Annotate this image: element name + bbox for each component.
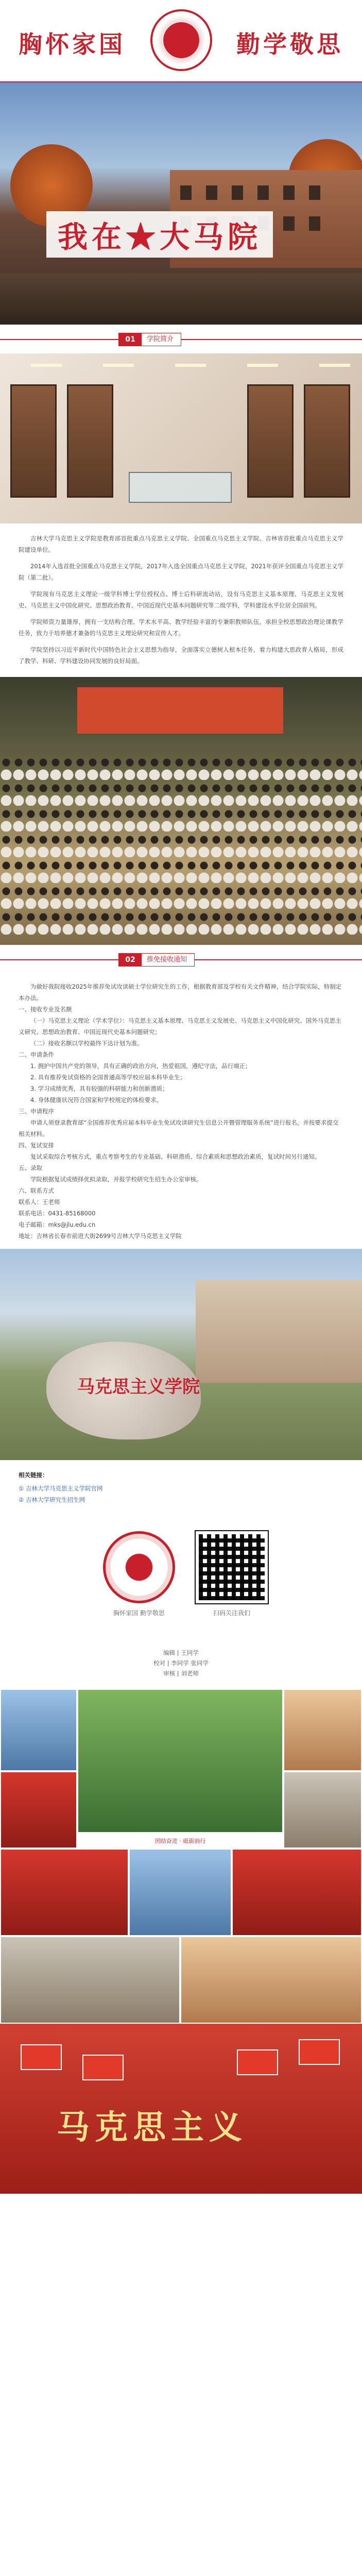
logo-caption: 胸怀家国 勤学敬思 <box>113 1609 165 1617</box>
hero-photo <box>0 82 362 325</box>
intro-text <box>0 523 362 677</box>
notice-text <box>0 974 362 1249</box>
bottom-banner-text: 马克思主义 <box>57 2108 247 2147</box>
related-links <box>0 1460 362 1511</box>
qr-caption: 扫码关注我们 <box>213 1609 250 1617</box>
notice-line: 联系人：王老师 <box>19 1198 60 1206</box>
section-header-notice <box>0 945 362 974</box>
notice-line: 四、复试安排 <box>19 1142 54 1149</box>
related-link[interactable]: ② 吉林大学研究生招生网 <box>19 1496 85 1503</box>
bottom-banner <box>0 2024 362 2194</box>
notice-line: 电子邮箱：mks@jlu.edu.cn <box>19 1221 96 1228</box>
credits <box>0 1645 362 1689</box>
notice-line: 一、接收专业及名额 <box>19 1006 72 1013</box>
notice-line: （二）接收名额以学校最终下达计划为准。 <box>30 1040 143 1047</box>
slogan-left: 胸怀家国 <box>19 30 126 58</box>
credit-line: 审核 | 刘老师 <box>163 1670 199 1677</box>
collage-photo <box>0 1936 180 2024</box>
notice-line: 4. 身体健康状况符合国家和学校规定的体检要求。 <box>30 1096 163 1104</box>
credit-line: 校对 | 李同学 张同学 <box>153 1659 209 1667</box>
intro-paragraph: 2014年入选首批全国重点马克思主义学院，2017年入选全国重点马克思主义学院，2021年获评全国重点马克思主义学院（第二批）。 <box>19 563 343 581</box>
notice-line: 地址：吉林省长春市前进大街2699号吉林大学马克思主义学院 <box>19 1232 182 1240</box>
school-emblem-icon <box>150 9 212 71</box>
collage-photo <box>0 1771 77 1849</box>
section-title: 推免接收通知 <box>147 956 187 963</box>
slogan-right: 勤学敬思 <box>236 30 343 58</box>
qr-block <box>0 1511 362 1645</box>
notice-line: 学院根据复试成绩择优拟录取，并报学校研究生招生办公室审核。 <box>30 1176 202 1183</box>
stone-inscription: 马克思主义学院 <box>77 1377 200 1397</box>
notice-line: 二、申请条件 <box>19 1051 54 1058</box>
section-header-intro <box>0 325 362 353</box>
intro-paragraph: 学院师资力量雄厚，拥有一支结构合理、学术水平高、教学经验丰富的专兼职教师队伍，承担全校思想政治理论课教学任务，致力于培养德才兼备的马克思主义理论研究和宣传人才。 <box>19 618 343 637</box>
notice-line: 六、联系方式 <box>19 1187 54 1194</box>
hero-sign: 我在★大马院 <box>46 211 273 258</box>
college-logo-icon <box>103 1531 175 1603</box>
section-number: 01 <box>119 333 142 346</box>
related-links-title: 相关链接： <box>19 1471 48 1479</box>
section-number: 02 <box>119 953 142 967</box>
exhibition-photo <box>0 353 362 523</box>
collage-photo <box>0 1849 129 1936</box>
notice-line: 1. 拥护中国共产党的领导，具有正确的政治方向，热爱祖国，遵纪守法，品行端正； <box>30 1062 251 1070</box>
qr-code-icon[interactable] <box>196 1531 268 1603</box>
notice-line: 五、录取 <box>19 1164 42 1172</box>
notice-line: 为做好我院接收2025年推荐免试攻读硕士学位研究生的工作，根据教育部及学校有关文件精神，结合学院实际，特制定本办法。 <box>19 983 342 1002</box>
credit-line: 编辑 | 王同学 <box>163 1649 199 1656</box>
collage-photo <box>283 1771 362 1849</box>
photo-collage <box>0 1689 362 2024</box>
notice-line: 申请人须登录教育部“全国推荐优秀应届本科毕业生免试攻读研究生信息公开暨管理服务系统”进行报名，并按要求提交相关材料。 <box>19 1119 339 1138</box>
notice-line: 2. 具有推荐免试资格的全国普通高等学校应届本科毕业生； <box>30 1074 186 1081</box>
assembly-photo <box>0 677 362 945</box>
notice-line: （一）马克思主义理论（学术学位）：马克思主义基本原理、马克思主义发展史、马克思主义中国化研究、国外马克思主义研究、思想政治教育、中国近现代史基本问题研究； <box>19 1017 341 1036</box>
header-banner <box>0 0 362 82</box>
intro-paragraph: 学院现有马克思主义理论一级学科博士学位授权点、博士后科研流动站，设有马克思主义基本原理、马克思主义发展史、马克思主义中国化研究、思想政治教育、中国近现代史基本问题研究等二级学科，学科建设水平位居全国前列。 <box>19 590 343 609</box>
notice-line: 3. 学习成绩优秀，具有较强的科研能力和创新潜质； <box>30 1085 168 1092</box>
intro-paragraph: 学院坚持以习近平新时代中国特色社会主义思想为指导，全面落实立德树人根本任务，着力构建大思政育人格局，形成了教学、科研、学科建设协同发展的良好局面。 <box>19 646 343 665</box>
collage-photo <box>232 1849 362 1936</box>
collage-photo <box>129 1849 232 1936</box>
collage-caption: 团结奋进 · 砥砺前行 <box>77 1836 283 1846</box>
related-link[interactable]: ① 吉林大学马克思主义学院官网 <box>19 1485 103 1492</box>
intro-paragraph: 吉林大学马克思主义学院是教育部首批重点马克思主义学院、全国重点马克思主义学院、吉林省首批重点马克思主义学院建设单位。 <box>19 535 343 553</box>
collage-photo <box>0 1689 77 1771</box>
campus-stone-photo <box>0 1249 362 1460</box>
collage-photo <box>180 1936 362 2024</box>
notice-line: 三、申请程序 <box>19 1108 54 1115</box>
collage-photo <box>283 1689 362 1771</box>
notice-line: 联系电话：0431-85168000 <box>19 1210 96 1217</box>
section-title: 学院简介 <box>147 335 174 343</box>
collage-photo <box>77 1689 283 1833</box>
notice-line: 复试采取综合考核方式，重点考察考生的专业基础、科研潜质、综合素质和思想政治素质，复试时间另行通知。 <box>30 1153 321 1160</box>
